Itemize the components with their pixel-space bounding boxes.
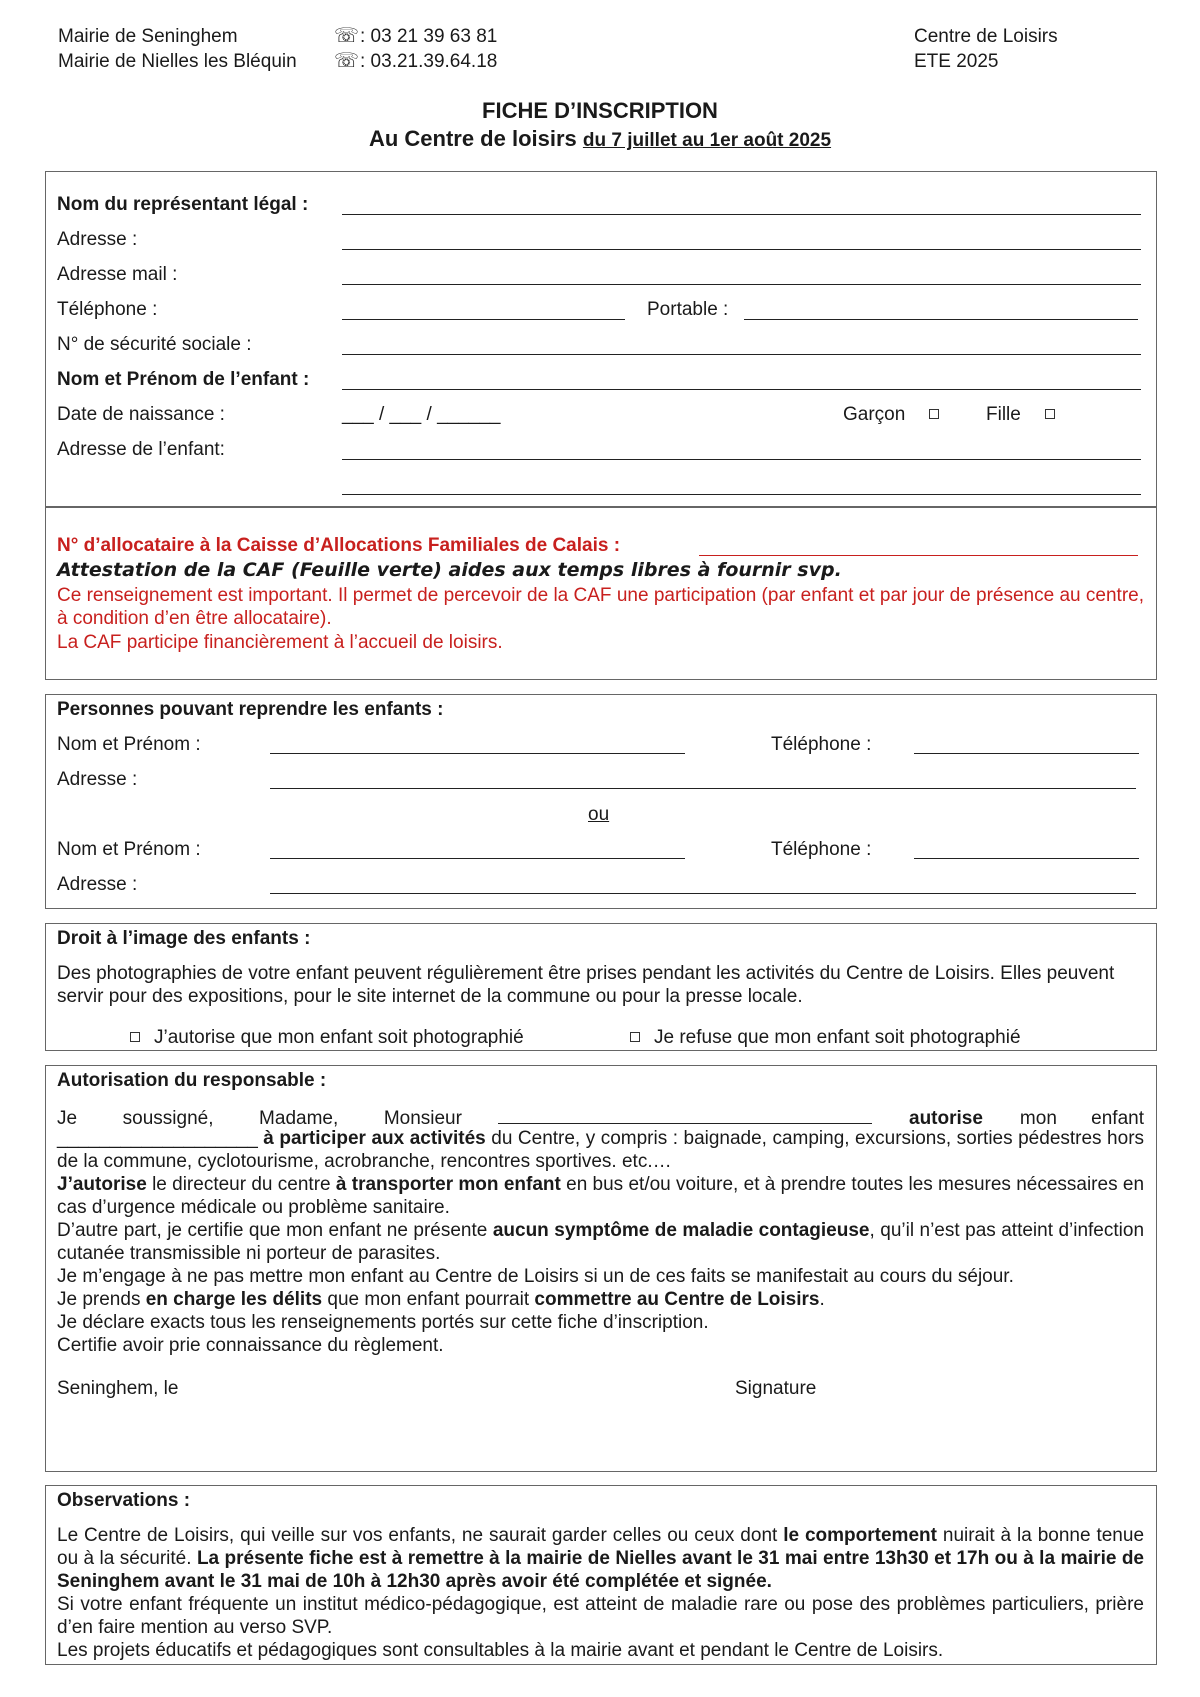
- page-title: FICHE D’INSCRIPTION: [482, 98, 718, 123]
- portable-field[interactable]: [744, 319, 1138, 320]
- pickup-tel-label-2: Téléphone :: [771, 839, 872, 860]
- place-date-label: Seninghem, le: [57, 1378, 179, 1399]
- mairie-nielles: Mairie de Nielles les Bléquin: [58, 51, 297, 72]
- pickup-adresse-field-1[interactable]: [270, 788, 1136, 789]
- pickup-tel-field-2[interactable]: [914, 858, 1139, 859]
- observations-paragraph-1: Le Centre de Loisirs, qui veille sur vos enfants, ne saurait garder celles ou ceux dont le comportement nuirait à la bonne tenue ou à la sécurité. La présente fiche est à remettre à la mairie de Nielles avant le 31 mai entre 13h30 et 17h ou à la mairie de Seninghem avant le 31 mai de 10h à 12h30 après avoir été complétée et signée.: [57, 1525, 1145, 1592]
- pickup-tel-field-1[interactable]: [914, 753, 1139, 754]
- fille-option[interactable]: Fille: [986, 403, 1069, 426]
- auth-soussigne: Je soussigné, Madame, Monsieur: [57, 1108, 462, 1129]
- authorization-heading: Autorisation du responsable :: [57, 1070, 327, 1091]
- pickup-nom-field-1[interactable]: [270, 753, 685, 754]
- secu-label: N° de sécurité sociale :: [57, 334, 252, 355]
- image-accept-checkbox[interactable]: [130, 1032, 140, 1042]
- adresse-field[interactable]: [342, 249, 1141, 250]
- page-subtitle: Au Centre de loisirs du 7 juillet au 1er août 2025: [368, 126, 832, 151]
- telephone-icon: ☏: [334, 50, 360, 72]
- auth-paragraph-5: Je prends en charge les délits que mon enfant pourrait commettre au Centre de Loisirs.: [57, 1289, 825, 1310]
- phone-line-2: ☏: 03.21.39.64.18: [334, 50, 498, 72]
- phone-line-1: ☏: 03 21 39 63 81: [334, 25, 498, 47]
- portable-label: Portable :: [647, 299, 729, 320]
- pickup-nom-label-1: Nom et Prénom :: [57, 734, 201, 755]
- telephone-field[interactable]: [342, 319, 625, 320]
- auth-line-1: Je soussigné, Madame, Monsieur autorise mon enfant: [57, 1104, 1144, 1130]
- auth-paragraph-3: D’autre part, je certifie que mon enfant ne présente aucun symptôme de maladie contagieuse, qu’il n’est pas atteint d’infection cutanée transmissible ni porteur de parasites.: [57, 1220, 1145, 1264]
- adresse-enfant-field-1[interactable]: [342, 459, 1141, 460]
- telephone-icon: ☏: [334, 25, 360, 47]
- auth-paragraph-6: Je déclare exacts tous les renseignements portés sur cette fiche d’inscription.: [57, 1312, 709, 1333]
- naissance-field[interactable]: ___ / ___ / ______: [342, 404, 501, 425]
- pickup-adresse-label-2: Adresse :: [57, 874, 138, 895]
- pickup-section: [45, 694, 1157, 909]
- centre-label: Centre de Loisirs: [914, 26, 1058, 47]
- caf-attestation: Attestation de la CAF (Feuille verte) aides aux temps libres à fournir svp.: [57, 559, 842, 581]
- caf-allocataire-label: N° d’allocataire à la Caisse d’Allocations Familiales de Calais :: [57, 535, 621, 556]
- auth-paragraph-2: J’autorise le directeur du centre à transporter mon enfant en bus et/ou voiture, et à prendre toutes les mesures nécessaires en cas d’urgence médicale ou problème sanitaire.: [57, 1174, 1145, 1218]
- mail-field[interactable]: [342, 284, 1141, 285]
- mairie-seninghem: Mairie de Seninghem: [58, 26, 238, 47]
- enfant-field[interactable]: [342, 389, 1141, 390]
- pickup-adresse-field-2[interactable]: [270, 893, 1136, 894]
- image-rights-text: Des photographies de votre enfant peuvent régulièrement être prises pendant les activités du Centre de Loisirs. Elles peuvent servir pour des expositions, pour le site internet de la commune ou pour la presse locale.: [57, 963, 1115, 1007]
- naissance-label: Date de naissance :: [57, 404, 225, 425]
- telephone-label: Téléphone :: [57, 299, 158, 320]
- image-accept-option[interactable]: J’autorise que mon enfant soit photographié: [130, 1026, 524, 1049]
- observations-paragraph-3: Les projets éducatifs et pédagogiques sont consultables à la mairie avant et pendant le Centre de Loisirs.: [57, 1640, 944, 1661]
- representant-field[interactable]: [342, 214, 1141, 215]
- adresse-enfant-label: Adresse de l’enfant:: [57, 439, 225, 460]
- pickup-nom-field-2[interactable]: [270, 858, 685, 859]
- observations-paragraph-2: Si votre enfant fréquente un institut médico-pédagogique, est atteint de maladie rare ou pose des problèmes particuliers, prière d’en faire mention au verso SVP.: [57, 1594, 1144, 1638]
- pickup-adresse-label-1: Adresse :: [57, 769, 138, 790]
- caf-allocataire-field[interactable]: [699, 555, 1138, 556]
- fille-checkbox[interactable]: [1045, 409, 1055, 419]
- season-label: ETE 2025: [914, 51, 999, 72]
- garcon-option[interactable]: Garçon: [843, 403, 953, 426]
- observations-heading: Observations :: [57, 1490, 191, 1511]
- garcon-checkbox[interactable]: [929, 409, 939, 419]
- auth-paragraph-1: ___________________ à participer aux activités du Centre, y compris : baignade, camping, excursions, sorties pédestres hors de la commune, cyclotourisme, acrobranche, rencontres sportives. etc.…: [57, 1128, 1145, 1172]
- caf-participation: La CAF participe financièrement à l’accueil de loisirs.: [57, 632, 503, 653]
- adresse-label: Adresse :: [57, 229, 138, 250]
- pickup-heading: Personnes pouvant reprendre les enfants :: [57, 699, 444, 720]
- image-refuse-option[interactable]: Je refuse que mon enfant soit photographié: [630, 1026, 1021, 1049]
- mail-label: Adresse mail :: [57, 264, 178, 285]
- caf-info: Ce renseignement est important. Il permet de percevoir de la CAF une participation (par enfant et par jour de présence au centre, à condition d’en être allocataire).: [57, 585, 1144, 629]
- image-refuse-checkbox[interactable]: [630, 1032, 640, 1042]
- auth-parent-name-field[interactable]: [498, 1104, 872, 1124]
- image-rights-heading: Droit à l’image des enfants :: [57, 928, 311, 949]
- secu-field[interactable]: [342, 354, 1141, 355]
- pickup-or: ou: [588, 804, 610, 825]
- enfant-label: Nom et Prénom de l’enfant :: [57, 369, 310, 390]
- pickup-tel-label-1: Téléphone :: [771, 734, 872, 755]
- pickup-nom-label-2: Nom et Prénom :: [57, 839, 201, 860]
- adresse-enfant-field-2[interactable]: [342, 494, 1141, 495]
- signature-label: Signature: [735, 1378, 817, 1399]
- representant-label: Nom du représentant légal :: [57, 194, 309, 215]
- auth-paragraph-4: Je m’engage à ne pas mettre mon enfant au Centre de Loisirs si un de ces faits se manifestait au cours du séjour.: [57, 1266, 1014, 1287]
- auth-child-name-field[interactable]: ___________________: [57, 1128, 258, 1149]
- auth-paragraph-7: Certifie avoir prie connaissance du règlement.: [57, 1335, 444, 1356]
